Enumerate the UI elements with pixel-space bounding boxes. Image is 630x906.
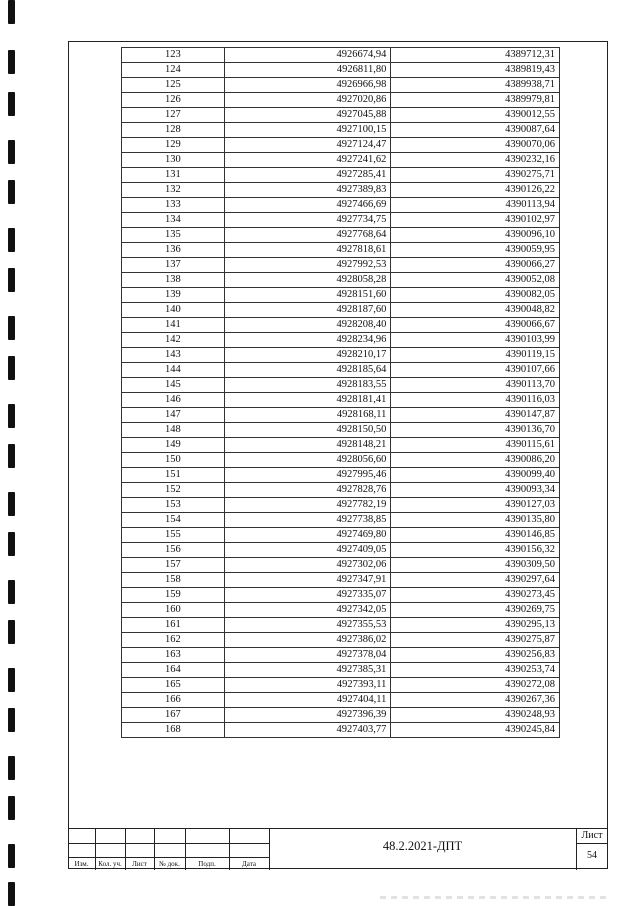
point-number-cell: 123 [122,48,225,63]
table-row [122,258,560,273]
binding-mark [8,316,15,340]
table-row [122,333,560,348]
table-row [122,393,560,408]
table-row [122,273,560,288]
y-coordinate-cell: 4390126,22 [391,183,560,198]
point-number-cell: 151 [122,468,225,483]
y-coordinate-cell: 4390096,10 [391,228,560,243]
table-row [122,543,560,558]
point-number-cell: 158 [122,573,225,588]
x-coordinate-cell: 4927385,31 [224,663,391,678]
y-coordinate-cell: 4390113,94 [391,198,560,213]
point-number-cell: 128 [122,123,225,138]
y-coordinate-cell: 4390146,85 [391,528,560,543]
stamp-label-quantity: Кол. уч. [98,860,122,868]
x-coordinate-cell: 4928058,28 [224,273,391,288]
point-number-cell: 137 [122,258,225,273]
stamp-label-date: Дата [242,860,256,868]
table-row [122,648,560,663]
point-number-cell: 162 [122,633,225,648]
x-coordinate-cell: 4928181,41 [224,393,391,408]
y-coordinate-cell: 4390012,55 [391,108,560,123]
x-coordinate-cell: 4928150,50 [224,423,391,438]
binding-mark [8,492,15,516]
point-number-cell: 152 [122,483,225,498]
y-coordinate-cell: 4390070,06 [391,138,560,153]
x-coordinate-cell: 4928168,11 [224,408,391,423]
point-number-cell: 150 [122,453,225,468]
y-coordinate-cell: 4390253,74 [391,663,560,678]
table-row [122,318,560,333]
point-number-cell: 125 [122,78,225,93]
x-coordinate-cell: 4927469,80 [224,528,391,543]
point-number-cell: 159 [122,588,225,603]
point-number-cell: 155 [122,528,225,543]
table-row [122,348,560,363]
point-number-cell: 167 [122,708,225,723]
y-coordinate-cell: 4389712,31 [391,48,560,63]
stamp-label-change: Изм. [74,860,89,868]
y-coordinate-cell: 4389819,43 [391,63,560,78]
y-coordinate-cell: 4390297,64 [391,573,560,588]
x-coordinate-cell: 4927995,46 [224,468,391,483]
table-row [122,288,560,303]
table-row [122,573,560,588]
x-coordinate-cell: 4928185,64 [224,363,391,378]
y-coordinate-cell: 4389979,81 [391,93,560,108]
table-row [122,468,560,483]
x-coordinate-cell: 4927045,88 [224,108,391,123]
x-coordinate-cell: 4927738,85 [224,513,391,528]
table-row [122,168,560,183]
table-row [122,378,560,393]
point-number-cell: 124 [122,63,225,78]
point-number-cell: 144 [122,363,225,378]
binding-marks [8,0,20,905]
table-row [122,108,560,123]
y-coordinate-cell: 4390232,16 [391,153,560,168]
x-coordinate-cell: 4927285,41 [224,168,391,183]
document-code: 48.2.2021-ДПТ [382,839,463,853]
y-coordinate-cell: 4390086,20 [391,453,560,468]
point-number-cell: 161 [122,618,225,633]
y-coordinate-cell: 4390309,50 [391,558,560,573]
point-number-cell: 154 [122,513,225,528]
table-row [122,408,560,423]
x-coordinate-cell: 4926966,98 [224,78,391,93]
x-coordinate-cell: 4927241,62 [224,153,391,168]
table-row [122,243,560,258]
point-number-cell: 132 [122,183,225,198]
x-coordinate-cell: 4927466,69 [224,198,391,213]
y-coordinate-cell: 4390052,08 [391,273,560,288]
point-number-cell: 156 [122,543,225,558]
x-coordinate-cell: 4927409,05 [224,543,391,558]
x-coordinate-cell: 4928183,55 [224,378,391,393]
point-number-cell: 149 [122,438,225,453]
y-coordinate-cell: 4390245,84 [391,723,560,738]
table-row [122,693,560,708]
table-row [122,363,560,378]
table-row [122,123,560,138]
stamp-label-signature: Подп. [198,860,216,868]
point-number-cell: 160 [122,603,225,618]
binding-mark [8,50,15,74]
y-coordinate-cell: 4390275,87 [391,633,560,648]
y-coordinate-cell: 4390113,70 [391,378,560,393]
table-row [122,513,560,528]
table-row [122,663,560,678]
binding-mark [8,444,15,468]
point-number-cell: 135 [122,228,225,243]
table-row [122,603,560,618]
binding-mark [8,580,15,604]
x-coordinate-cell: 4928056,60 [224,453,391,468]
x-coordinate-cell: 4927355,53 [224,618,391,633]
binding-mark [8,356,15,380]
sheet-label: Лист [581,830,603,841]
binding-mark [8,404,15,428]
table-row [122,153,560,168]
point-number-cell: 148 [122,423,225,438]
point-number-cell: 134 [122,213,225,228]
binding-mark [8,180,15,204]
table-row [122,588,560,603]
table-row [122,723,560,738]
point-number-cell: 129 [122,138,225,153]
y-coordinate-cell: 4390147,87 [391,408,560,423]
binding-mark [8,882,15,906]
y-coordinate-cell: 4390082,05 [391,288,560,303]
table-row [122,78,560,93]
binding-mark [8,140,15,164]
coordinates-table [121,47,560,738]
coordinates-table-body [122,48,560,738]
point-number-cell: 140 [122,303,225,318]
x-coordinate-cell: 4927389,83 [224,183,391,198]
table-row [122,93,560,108]
point-number-cell: 142 [122,333,225,348]
point-number-cell: 165 [122,678,225,693]
x-coordinate-cell: 4927020,86 [224,93,391,108]
y-coordinate-cell: 4390135,80 [391,513,560,528]
point-number-cell: 153 [122,498,225,513]
x-coordinate-cell: 4928208,40 [224,318,391,333]
y-coordinate-cell: 4390107,66 [391,363,560,378]
y-coordinate-cell: 4390119,15 [391,348,560,363]
x-coordinate-cell: 4927818,61 [224,243,391,258]
binding-mark [8,668,15,692]
x-coordinate-cell: 4928234,96 [224,333,391,348]
table-row [122,213,560,228]
binding-mark [8,756,15,780]
table-row [122,453,560,468]
binding-mark [8,620,15,644]
x-coordinate-cell: 4928210,17 [224,348,391,363]
y-coordinate-cell: 4390066,27 [391,258,560,273]
x-coordinate-cell: 4927403,77 [224,723,391,738]
y-coordinate-cell: 4390273,45 [391,588,560,603]
y-coordinate-cell: 4390136,70 [391,423,560,438]
table-row [122,483,560,498]
point-number-cell: 146 [122,393,225,408]
binding-mark [8,532,15,556]
table-row [122,423,560,438]
x-coordinate-cell: 4927386,02 [224,633,391,648]
table-row [122,303,560,318]
table-row [122,198,560,213]
point-number-cell: 145 [122,378,225,393]
point-number-cell: 147 [122,408,225,423]
table-row [122,438,560,453]
binding-mark [8,796,15,820]
y-coordinate-cell: 4390116,03 [391,393,560,408]
binding-mark [8,228,15,252]
point-number-cell: 168 [122,723,225,738]
point-number-cell: 157 [122,558,225,573]
y-coordinate-cell: 4390048,82 [391,303,560,318]
stamp-label-sheet: Лист [132,860,147,868]
table-row [122,618,560,633]
x-coordinate-cell: 4928148,21 [224,438,391,453]
table-row [122,228,560,243]
y-coordinate-cell: 4390156,32 [391,543,560,558]
binding-mark [8,844,15,868]
y-coordinate-cell: 4390093,34 [391,483,560,498]
y-coordinate-cell: 4390102,97 [391,213,560,228]
point-number-cell: 139 [122,288,225,303]
y-coordinate-cell: 4390103,99 [391,333,560,348]
point-number-cell: 127 [122,108,225,123]
x-coordinate-cell: 4928151,60 [224,288,391,303]
y-coordinate-cell: 4390099,40 [391,468,560,483]
y-coordinate-cell: 4390115,61 [391,438,560,453]
y-coordinate-cell: 4390272,08 [391,678,560,693]
x-coordinate-cell: 4927100,15 [224,123,391,138]
point-number-cell: 166 [122,693,225,708]
table-row [122,498,560,513]
x-coordinate-cell: 4927378,04 [224,648,391,663]
table-row [122,528,560,543]
x-coordinate-cell: 4927342,05 [224,603,391,618]
y-coordinate-cell: 4390127,03 [391,498,560,513]
table-row [122,183,560,198]
table-row [122,63,560,78]
scan-noise [380,896,610,899]
y-coordinate-cell: 4390087,64 [391,123,560,138]
table-row [122,708,560,723]
x-coordinate-cell: 4926811,80 [224,63,391,78]
x-coordinate-cell: 4927828,76 [224,483,391,498]
sheet-number: 54 [587,850,597,861]
table-row [122,633,560,648]
binding-mark [8,92,15,116]
y-coordinate-cell: 4390248,93 [391,708,560,723]
x-coordinate-cell: 4926674,94 [224,48,391,63]
y-coordinate-cell: 4390256,83 [391,648,560,663]
x-coordinate-cell: 4927992,53 [224,258,391,273]
x-coordinate-cell: 4927782,19 [224,498,391,513]
x-coordinate-cell: 4927347,91 [224,573,391,588]
table-row [122,48,560,63]
table-row [122,138,560,153]
binding-mark [8,708,15,732]
point-number-cell: 141 [122,318,225,333]
y-coordinate-cell: 4390059,95 [391,243,560,258]
title-block [68,828,608,869]
x-coordinate-cell: 4927393,11 [224,678,391,693]
point-number-cell: 130 [122,153,225,168]
point-number-cell: 131 [122,168,225,183]
table-row [122,678,560,693]
table-row [122,558,560,573]
point-number-cell: 136 [122,243,225,258]
x-coordinate-cell: 4927124,47 [224,138,391,153]
x-coordinate-cell: 4928187,60 [224,303,391,318]
binding-mark [8,268,15,292]
y-coordinate-cell: 4389938,71 [391,78,560,93]
x-coordinate-cell: 4927302,06 [224,558,391,573]
y-coordinate-cell: 4390275,71 [391,168,560,183]
binding-mark [8,0,15,24]
point-number-cell: 164 [122,663,225,678]
x-coordinate-cell: 4927404,11 [224,693,391,708]
x-coordinate-cell: 4927734,75 [224,213,391,228]
y-coordinate-cell: 4390295,13 [391,618,560,633]
y-coordinate-cell: 4390267,36 [391,693,560,708]
x-coordinate-cell: 4927768,64 [224,228,391,243]
point-number-cell: 126 [122,93,225,108]
stamp-label-doc-number: № док. [159,860,180,868]
x-coordinate-cell: 4927335,07 [224,588,391,603]
x-coordinate-cell: 4927396,39 [224,708,391,723]
point-number-cell: 163 [122,648,225,663]
y-coordinate-cell: 4390066,67 [391,318,560,333]
point-number-cell: 143 [122,348,225,363]
y-coordinate-cell: 4390269,75 [391,603,560,618]
point-number-cell: 133 [122,198,225,213]
point-number-cell: 138 [122,273,225,288]
